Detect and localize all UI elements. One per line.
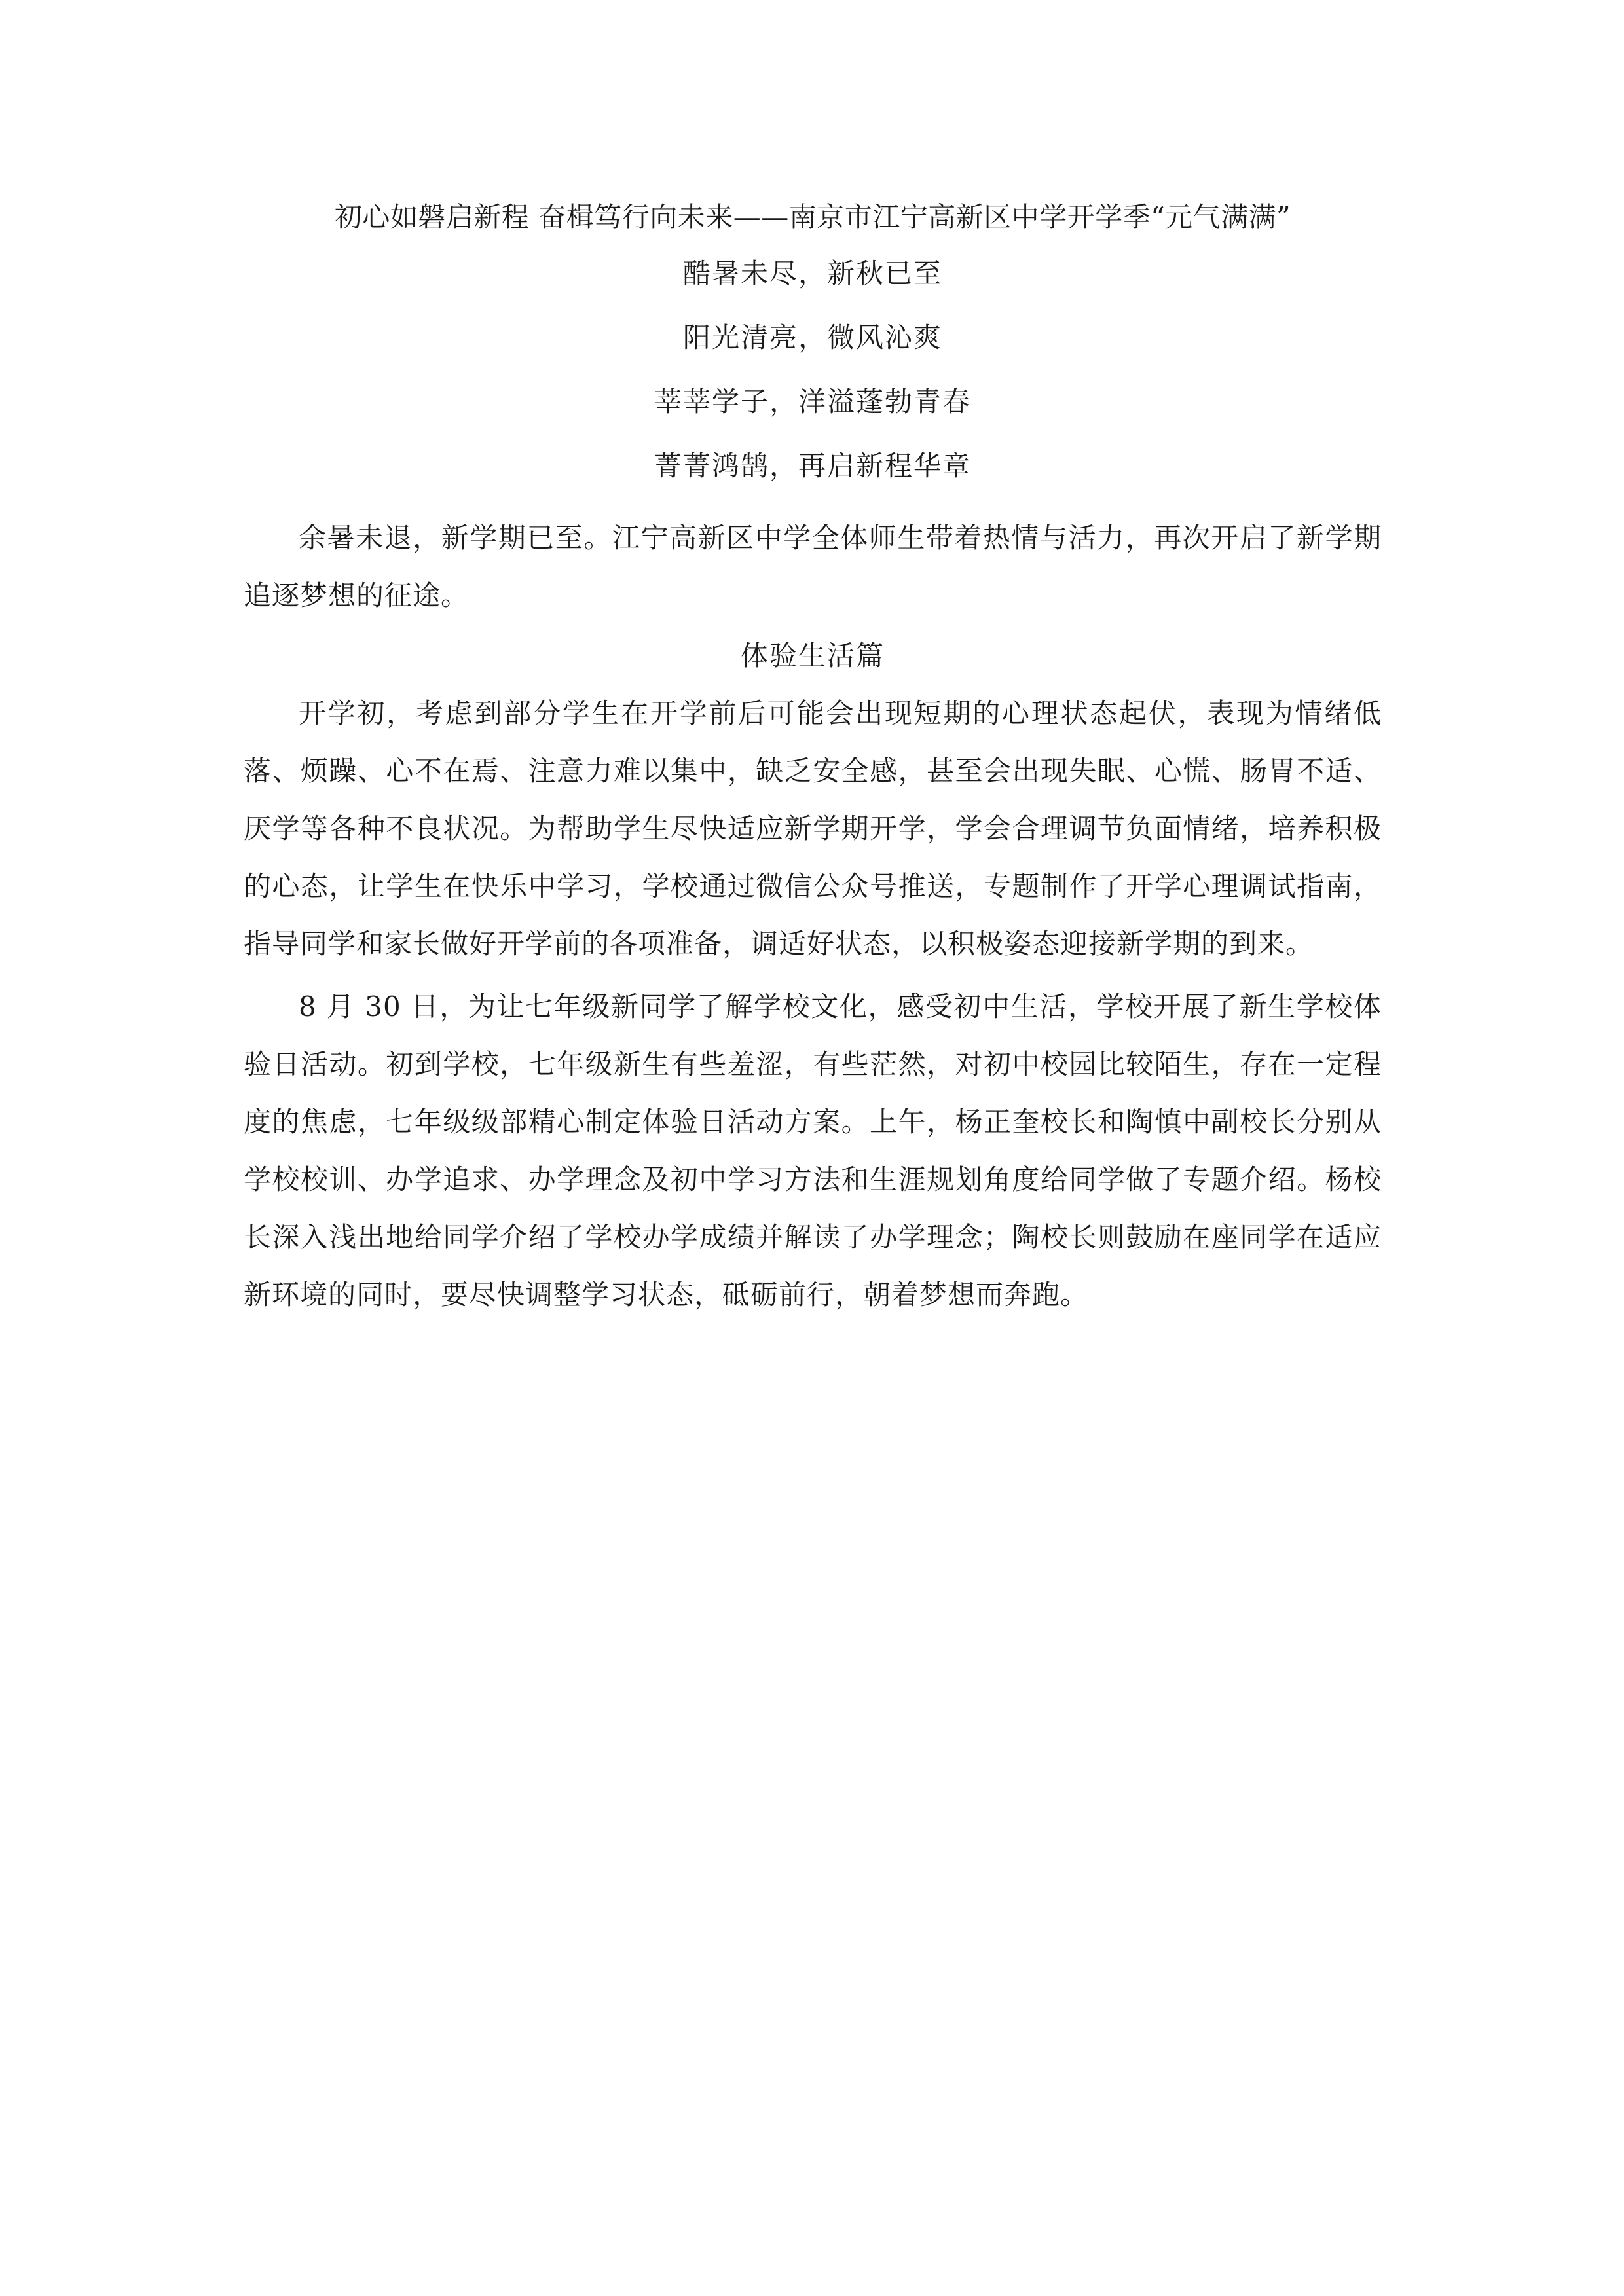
document-body [244, 196, 1382, 1324]
article-title: 初心如磐启新程 奋楫笃行向未来——南京市江宁高新区中学开学季“元气满满” [334, 201, 1291, 233]
poem-line-3: 莘莘学子，洋溢蓬勃青春 [654, 386, 971, 418]
poem-line-2: 阳光清亮，微风沁爽 [682, 321, 942, 354]
poem-line-1: 酷暑未尽，新秋已至 [682, 257, 942, 289]
body-paragraph-1: 开学初，考虑到部分学生在开学前后可能会出现短期的心理状态起伏，表现为情绪低落、烦躁、心不在焉、注意力难以集中，缺乏安全感，甚至会出现失眠、心慌、肠胃不适、厌学等各种不良状况。为帮助学生尽快适应新学期开学，学会合理调节负面情绪，培养积极的心态，让学生在快乐中学习，学校通过微信公众号推送，专题制作了开学心理调试指南，指导同学和家长做好开学前的各项准备，调适好状态，以积极姿态迎接新学期的到来。 [244, 697, 1382, 960]
section-heading: 体验生活篇 [740, 640, 885, 672]
opening-poem [244, 253, 1382, 487]
body-paragraph-2: 8 月 30 日，为让七年级新同学了解学校文化，感受初中生活，学校开展了新生学校体验日活动。初到学校，七年级新生有些羞涩，有些茫然，对初中校园比较陌生，存在一定程度的焦虑，七年级级部精心制定体验日活动方案。上午，杨正奎校长和陶慎中副校长分别从学校校训、办学追求、办学理念及初中学习方法和生涯规划角度给同学做了专题介绍。杨校长深入浅出地给同学介绍了学校办学成绩并解读了办学理念；陶校长则鼓励在座同学在适应新环境的同时，要尽快调整学习状态，砥砺前行，朝着梦想而奔跑。 [244, 991, 1382, 1311]
poem-line-4: 菁菁鸿鹄，再启新程华章 [654, 450, 971, 482]
intro-paragraph: 余暑未退，新学期已至。江宁高新区中学全体师生带着热情与活力，再次开启了新学期追逐梦想的征途。 [244, 522, 1382, 611]
